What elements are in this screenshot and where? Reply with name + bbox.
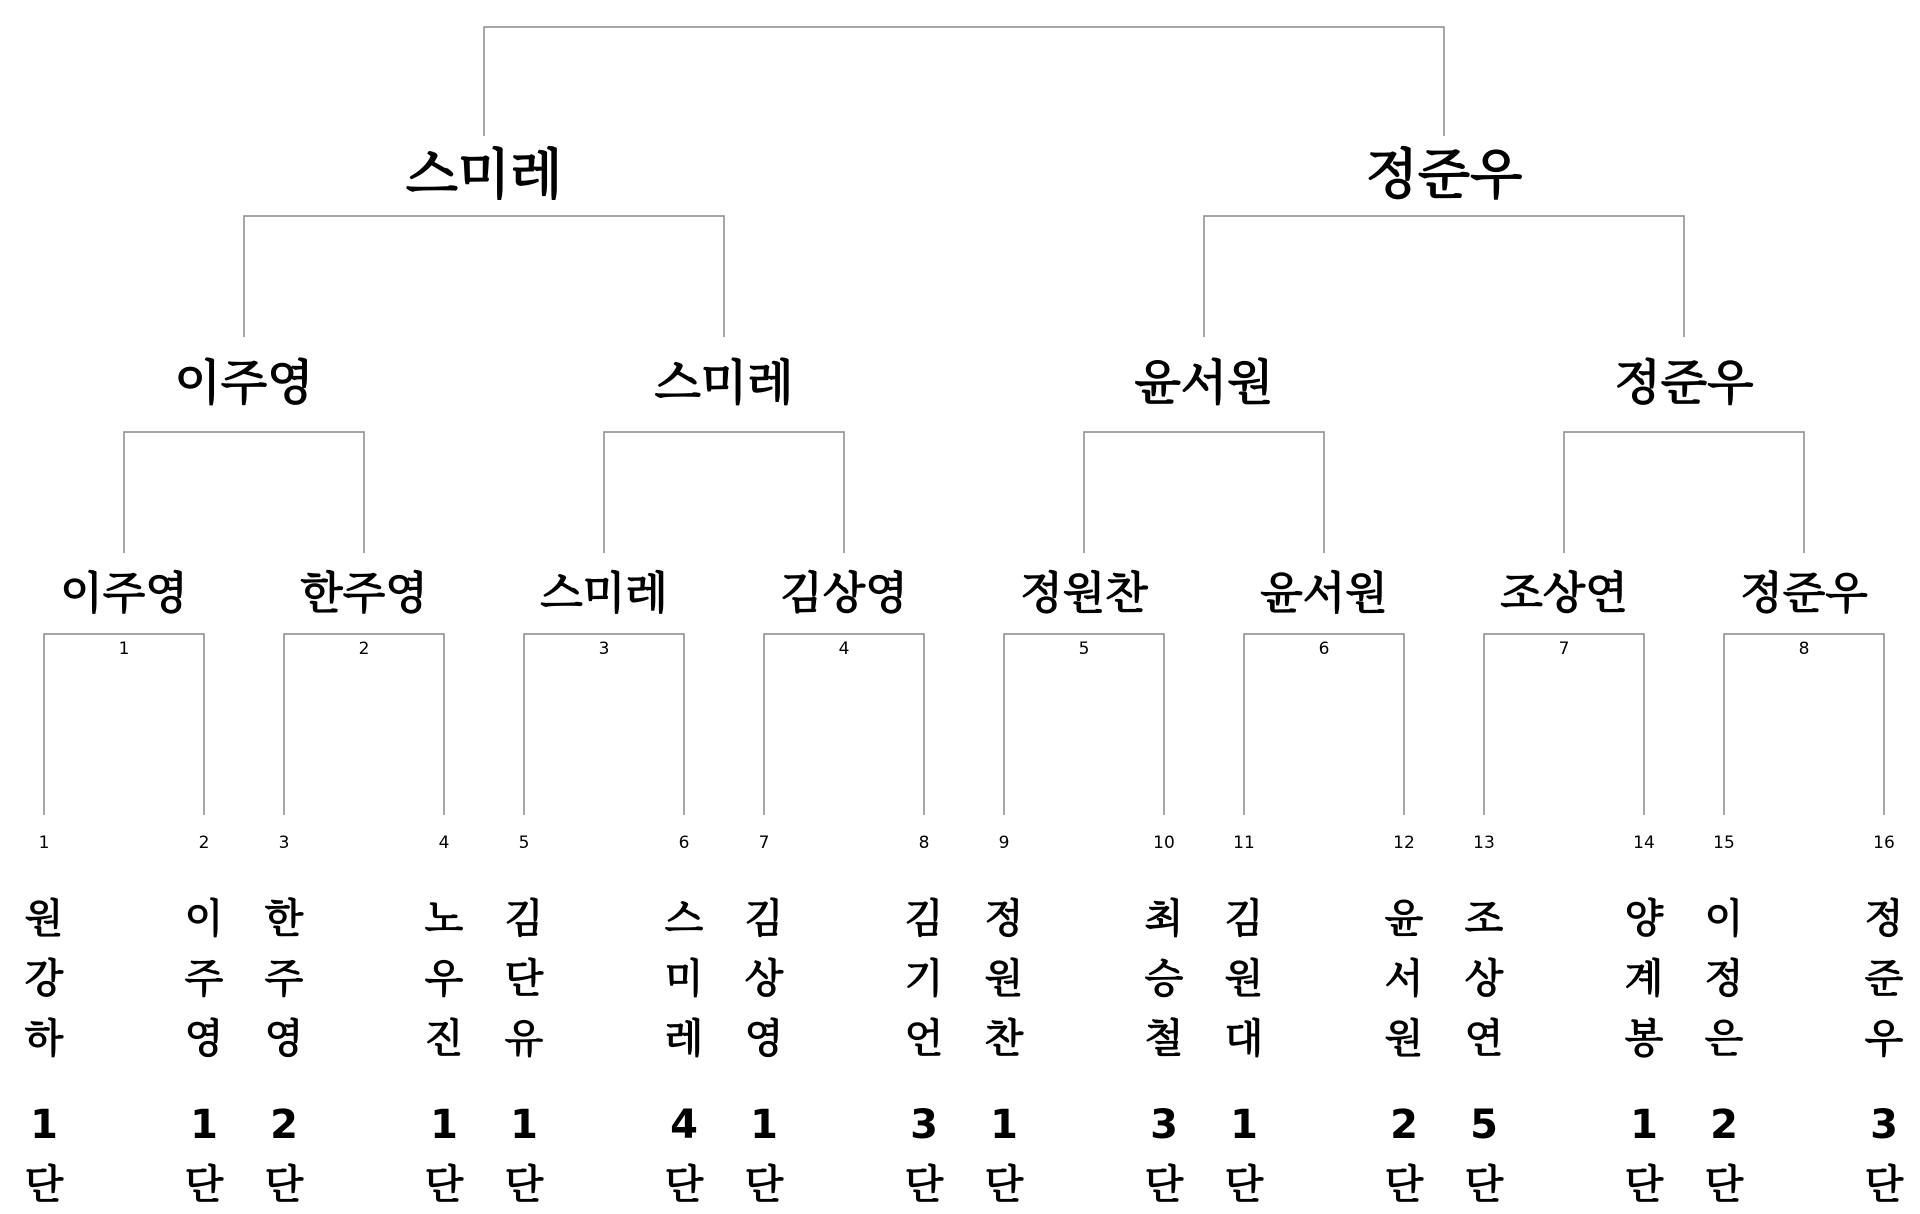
player-name-char: 윤 bbox=[1384, 896, 1424, 942]
quarterfinal-winner-name: 스미레 bbox=[540, 568, 668, 619]
player-name-char: 이 bbox=[184, 896, 224, 942]
player-name-char: 정 bbox=[984, 896, 1024, 942]
player-name-char: 철 bbox=[1144, 1016, 1184, 1062]
player-seed: 1 bbox=[38, 833, 50, 853]
round1-bracket-line bbox=[1004, 634, 1164, 815]
player-rank-char: 5 bbox=[1470, 1102, 1498, 1148]
player-seed: 14 bbox=[1633, 833, 1655, 853]
player-name-char: 계 bbox=[1624, 956, 1664, 1002]
player-rank-char: 4 bbox=[670, 1102, 698, 1148]
match-number: 3 bbox=[598, 639, 610, 659]
bracket-lines bbox=[44, 27, 1884, 815]
player-name-char: 이 bbox=[1704, 896, 1744, 942]
player-name-char: 레 bbox=[664, 1016, 704, 1062]
player-rank-char: 단 bbox=[904, 1162, 944, 1208]
player-name-char: 영 bbox=[264, 1016, 304, 1062]
player-rank-char: 단 bbox=[1224, 1162, 1264, 1208]
player-name-char: 정 bbox=[1864, 896, 1904, 942]
player-name-char: 우 bbox=[1864, 1016, 1904, 1062]
quarterfinal-winner-name: 김상영 bbox=[780, 568, 908, 619]
player-name-char: 영 bbox=[184, 1016, 224, 1062]
player-name-char: 스 bbox=[664, 896, 704, 942]
semifinal-winner-name: 스미레 bbox=[654, 355, 794, 411]
finalist-name: 스미레 bbox=[405, 143, 563, 206]
player-seed: 12 bbox=[1393, 833, 1415, 853]
player-name-char: 한 bbox=[264, 896, 304, 942]
player-rank-char: 단 bbox=[184, 1162, 224, 1208]
player-rank-char: 단 bbox=[664, 1162, 704, 1208]
player-rank-char: 3 bbox=[1150, 1102, 1178, 1148]
player-name-char: 언 bbox=[904, 1016, 944, 1062]
player-seed: 8 bbox=[918, 833, 930, 853]
player-seed: 5 bbox=[518, 833, 530, 853]
semifinal-winner-name: 윤서원 bbox=[1134, 355, 1274, 411]
round2-bracket-line bbox=[124, 432, 364, 553]
player-rank-char: 단 bbox=[1624, 1162, 1664, 1208]
player-seed: 6 bbox=[678, 833, 690, 853]
player-rank-char: 2 bbox=[270, 1102, 298, 1148]
finalist-name: 정준우 bbox=[1365, 143, 1523, 206]
player-seed: 15 bbox=[1713, 833, 1735, 853]
player-name-char: 기 bbox=[904, 956, 944, 1002]
player-seed: 4 bbox=[438, 833, 450, 853]
player-name-char: 은 bbox=[1704, 1016, 1744, 1062]
round1-bracket-line bbox=[1244, 634, 1404, 815]
player-name-char: 김 bbox=[744, 896, 784, 942]
round2-bracket-line bbox=[1084, 432, 1324, 553]
player-name-char: 주 bbox=[184, 956, 224, 1002]
player-name-char: 최 bbox=[1144, 896, 1184, 942]
player-name-char: 정 bbox=[1704, 956, 1744, 1002]
player-name-char: 상 bbox=[744, 956, 784, 1002]
match-number: 4 bbox=[838, 639, 850, 659]
quarterfinal-winner-name: 조상연 bbox=[1500, 568, 1628, 619]
player-rank-char: 2 bbox=[1390, 1102, 1418, 1148]
player-rank-char: 단 bbox=[1864, 1162, 1904, 1208]
player-seed: 3 bbox=[278, 833, 290, 853]
quarterfinal-winner-name: 윤서원 bbox=[1260, 568, 1388, 619]
player-rank-char: 1 bbox=[510, 1102, 538, 1148]
player-name-char: 원 bbox=[1224, 956, 1264, 1002]
player-name-char: 노 bbox=[424, 896, 464, 942]
bracket-labels bbox=[24, 143, 1905, 1208]
player-rank-char: 단 bbox=[984, 1162, 1024, 1208]
quarterfinal-winner-name: 정준우 bbox=[1740, 568, 1868, 619]
player-name-char: 원 bbox=[24, 896, 64, 942]
quarterfinal-winner-name: 한주영 bbox=[300, 568, 428, 619]
player-seed: 2 bbox=[198, 833, 210, 853]
match-number: 1 bbox=[118, 639, 130, 659]
player-rank-char: 단 bbox=[1704, 1162, 1744, 1208]
match-number: 2 bbox=[358, 639, 370, 659]
player-seed: 13 bbox=[1473, 833, 1495, 853]
player-name-char: 조 bbox=[1464, 896, 1504, 942]
player-name-char: 연 bbox=[1464, 1016, 1504, 1062]
player-seed: 10 bbox=[1153, 833, 1175, 853]
player-name-char: 영 bbox=[744, 1016, 784, 1062]
match-number: 8 bbox=[1798, 639, 1810, 659]
player-rank-char: 1 bbox=[430, 1102, 458, 1148]
player-name-char: 강 bbox=[24, 956, 64, 1002]
round2-bracket-line bbox=[604, 432, 844, 553]
player-rank-char: 단 bbox=[424, 1162, 464, 1208]
player-rank-char: 1 bbox=[30, 1102, 58, 1148]
round1-bracket-line bbox=[284, 634, 444, 815]
player-rank-char: 1 bbox=[750, 1102, 778, 1148]
player-name-char: 우 bbox=[424, 956, 464, 1002]
player-name-char: 단 bbox=[504, 956, 544, 1002]
player-seed: 7 bbox=[758, 833, 770, 853]
player-rank-char: 1 bbox=[990, 1102, 1018, 1148]
round1-bracket-line bbox=[524, 634, 684, 815]
player-rank-char: 단 bbox=[24, 1162, 64, 1208]
player-name-char: 미 bbox=[664, 956, 704, 1002]
player-seed: 16 bbox=[1873, 833, 1895, 853]
quarterfinal-winner-name: 정원찬 bbox=[1020, 568, 1148, 619]
player-rank-char: 1 bbox=[190, 1102, 218, 1148]
player-name-char: 찬 bbox=[984, 1016, 1024, 1062]
player-name-char: 김 bbox=[904, 896, 944, 942]
player-name-char: 유 bbox=[504, 1016, 544, 1062]
player-rank-char: 단 bbox=[1144, 1162, 1184, 1208]
match-number: 7 bbox=[1558, 639, 1570, 659]
player-rank-char: 3 bbox=[910, 1102, 938, 1148]
player-name-char: 서 bbox=[1384, 956, 1424, 1002]
player-name-char: 봉 bbox=[1624, 1016, 1664, 1062]
player-name-char: 상 bbox=[1464, 956, 1504, 1002]
player-rank-char: 단 bbox=[1464, 1162, 1504, 1208]
round2-bracket-line bbox=[1564, 432, 1804, 553]
player-name-char: 진 bbox=[424, 1016, 464, 1062]
player-seed: 11 bbox=[1233, 833, 1255, 853]
player-rank-char: 3 bbox=[1870, 1102, 1898, 1148]
round1-bracket-line bbox=[764, 634, 924, 815]
player-name-char: 양 bbox=[1624, 896, 1664, 942]
match-number: 5 bbox=[1078, 639, 1090, 659]
round3-bracket-line bbox=[1204, 216, 1684, 337]
player-seed: 9 bbox=[998, 833, 1010, 853]
player-rank-char: 단 bbox=[504, 1162, 544, 1208]
player-rank-char: 단 bbox=[264, 1162, 304, 1208]
player-rank-char: 1 bbox=[1230, 1102, 1258, 1148]
semifinal-winner-name: 이주영 bbox=[174, 355, 314, 411]
player-rank-char: 단 bbox=[744, 1162, 784, 1208]
round1-bracket-line bbox=[1724, 634, 1884, 815]
player-name-char: 주 bbox=[264, 956, 304, 1002]
player-rank-char: 2 bbox=[1710, 1102, 1738, 1148]
match-number: 6 bbox=[1318, 639, 1330, 659]
player-name-char: 대 bbox=[1224, 1016, 1264, 1062]
round3-bracket-line bbox=[244, 216, 724, 337]
player-rank-char: 단 bbox=[1384, 1162, 1424, 1208]
player-rank-char: 1 bbox=[1630, 1102, 1658, 1148]
player-name-char: 하 bbox=[24, 1016, 64, 1062]
round1-bracket-line bbox=[1484, 634, 1644, 815]
player-name-char: 김 bbox=[504, 896, 544, 942]
player-name-char: 원 bbox=[1384, 1016, 1424, 1062]
player-name-char: 준 bbox=[1864, 956, 1904, 1002]
quarterfinal-winner-name: 이주영 bbox=[60, 568, 188, 619]
player-name-char: 원 bbox=[984, 956, 1024, 1002]
player-name-char: 김 bbox=[1224, 896, 1264, 942]
final-bracket-line bbox=[484, 27, 1444, 136]
semifinal-winner-name: 정준우 bbox=[1614, 355, 1754, 411]
player-name-char: 승 bbox=[1144, 956, 1184, 1002]
round1-bracket-line bbox=[44, 634, 204, 815]
